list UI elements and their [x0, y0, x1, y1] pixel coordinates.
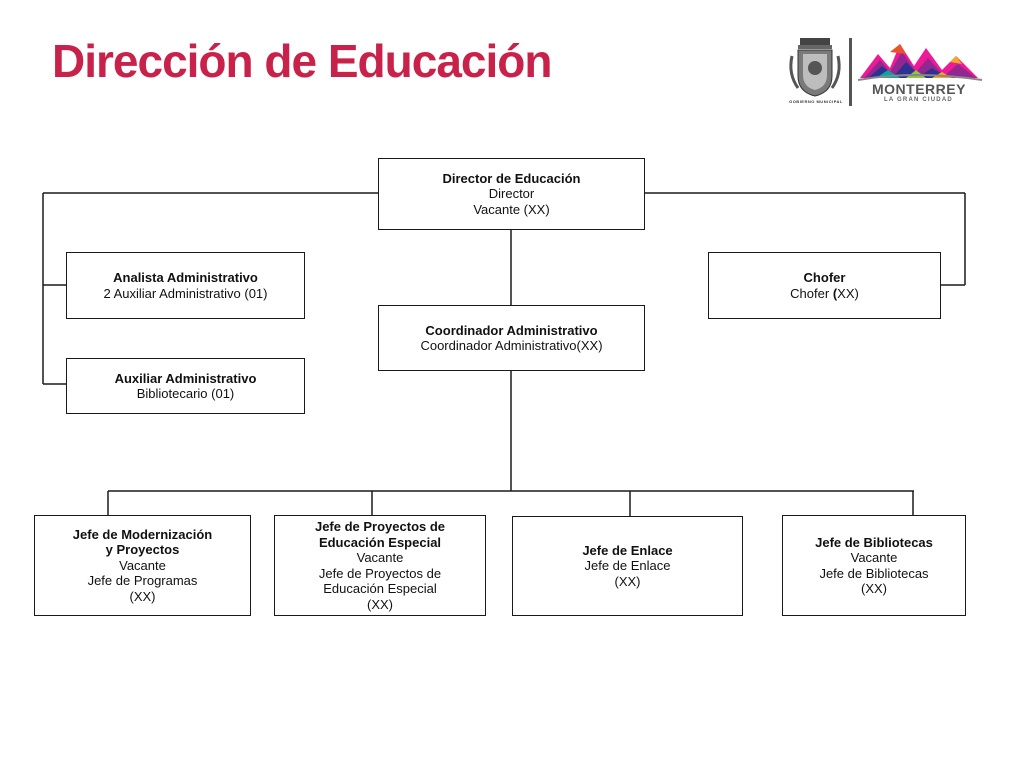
box-title: Jefe de Proyectos de	[314, 519, 446, 534]
box-line: Jefe de Bibliotecas	[819, 565, 929, 581]
org-box-director	[378, 158, 645, 230]
org-box-chofer	[708, 252, 941, 319]
box-title: y Proyectos	[105, 542, 180, 558]
org-box-coordinador	[378, 305, 645, 371]
org-box-enlace	[512, 516, 743, 616]
box-title: Jefe de Modernización	[72, 526, 213, 542]
box-line: Vacante	[119, 557, 166, 573]
box-title: Director de Educación	[442, 170, 581, 186]
box-line: Director	[488, 186, 535, 202]
brand-subtitle: LA GRAN CIUDAD	[884, 97, 953, 103]
box-line: Vacante (XX)	[473, 201, 550, 217]
box-line: (XX)	[367, 596, 393, 612]
box-line: Coordinador Administrativo(XX)	[420, 338, 603, 353]
org-box-analista	[66, 252, 305, 319]
box-title: Jefe de Bibliotecas	[815, 534, 933, 550]
org-box-educacion-especial	[274, 515, 486, 616]
org-box-modernizacion	[34, 515, 251, 616]
box-title: Jefe de Enlace	[582, 542, 673, 558]
box-line	[790, 286, 859, 302]
box-line-bold: (	[832, 285, 838, 301]
box-line: Jefe de Enlace	[584, 558, 671, 574]
box-line: Jefe de Proyectos de	[318, 565, 442, 581]
box-line: Educación Especial	[323, 581, 437, 596]
box-line: (XX)	[614, 573, 641, 589]
box-title: Educación Especial	[318, 534, 442, 550]
box-line: 2 Auxiliar Administrativo (01)	[103, 285, 268, 301]
box-title: Coordinador Administrativo	[425, 322, 598, 338]
box-line-text: Chofer	[790, 285, 833, 301]
box-line: (XX)	[861, 581, 887, 596]
box-title: Chofer	[803, 270, 846, 285]
box-title: Analista Administrativo	[113, 270, 258, 285]
box-line: Vacante	[356, 550, 404, 565]
box-title: Auxiliar Administrativo	[114, 370, 257, 386]
org-box-bibliotecas	[782, 515, 966, 616]
page-title: Dirección de Educación	[52, 35, 552, 87]
box-line: Bibliotecario (01)	[136, 386, 235, 401]
seal-caption: GOBIERNO MUNICIPAL	[789, 99, 843, 104]
box-line-text: XX)	[837, 285, 859, 301]
box-line: Vacante	[850, 550, 898, 565]
box-line: (XX)	[129, 588, 156, 604]
box-line: Jefe de Programas	[87, 573, 198, 589]
brand-name: MONTERREY	[872, 81, 966, 97]
org-box-auxiliar	[66, 358, 305, 414]
